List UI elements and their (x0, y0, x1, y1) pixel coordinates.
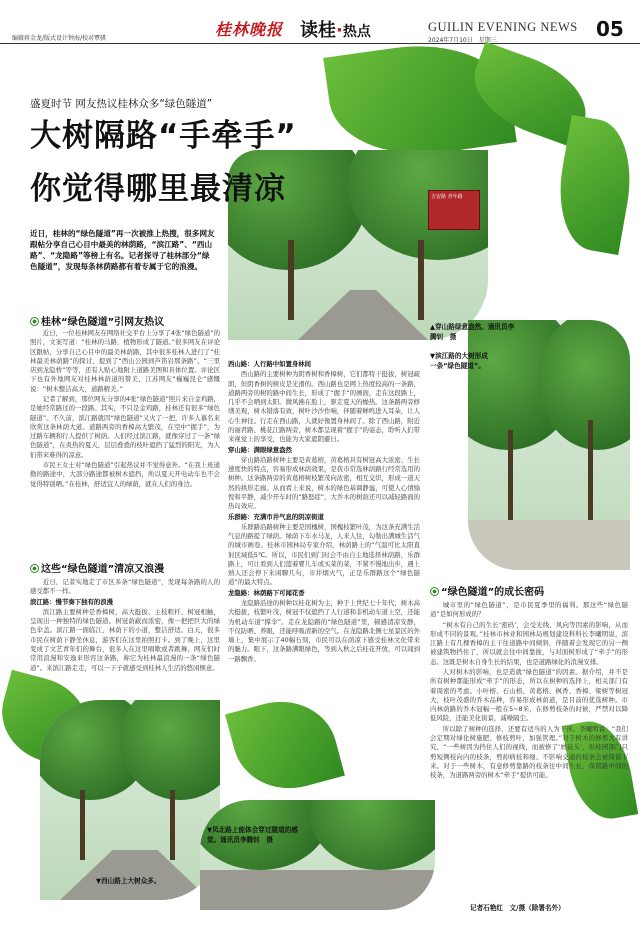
caption-chuanshan: ▲穿山路绿意盎然。通讯员李腾钊 摄 (430, 323, 515, 341)
section-body: 城市里的“绿色隧道”，是市民夏季里的福利。那这些“绿色隧道”是如何形成的？ “树木有自己的生长‘密码’，会受光线、风向等因素的影响，从而形成不同的景观。”桂林市林业和园林局规划建设科科长李曦明说，滨江路上有几棵香樟的主干往道路中间倾斜，伴随着会发现它的另一侧被建筑物挡住了，所以就会往中间靠拢，与对面树形成了“牵手”的形态。这既是树木自身生长的结果，也是道路绿化的浪漫安排。 人对树木的影响，也是造就“绿色隧道”的因素。据介绍，并不是所有树种都能形成“牵手”的形态，所以在树种的选择上，相关部门有着周密的考虑。小叶榕、石山榕、黄葛榕、枫香、香樟、梁树等树冠大，枝叶茂盛的乔木品种，容易形成林荫道，是目前的优选树种。市内林荫路的乔木冠幅一般在5~8米，在修剪枝条的时候，严禁对以降低风险，还能美化街景，减噪隔尘。 所以除了树种的选择，还要有适当的人为干预。李曦明说：“我们会定期对绿化树施肥、修枝剪叶，加强管理。”对于树木的修剪大有讲究，“一些树因为挡住人们的视线，而被修了‘磨菇头’，但桂园部门只剪短侧枝向内的枝条，剪掉病枝和细、不影响交通的枝条会被保留下来。对于一些树木，有意修剪靠路的枝条往中间生长，保留路中间的枝条，为道路两旁的树木“牵手”提供可能。 (430, 601, 628, 780)
photo-xishan-road (40, 700, 220, 900)
caption-xishan: ▼西山路上大树众多。 (96, 877, 161, 885)
lead-paragraph: 近日，桂林的“绿色隧道”再一次被推上热搜，很多网友跟帖分享自己心目中最美的林荫路，“滨江路”、“西山路”、“龙隐路”等榜上有名。记者探寻了桂林部分“绿色隧道”，发现每条林荫路都有着专属于它的浪漫。 (30, 229, 215, 271)
english-name: GUILIN EVENING NEWS (428, 20, 578, 34)
photo-fengbei-road (200, 800, 435, 910)
leaf-bullet-icon (30, 564, 39, 573)
leaf-bullet-icon (30, 317, 39, 326)
road-sign: 吉安路 青年路 (428, 190, 480, 230)
byline: 记者石艳红 文/摄（除署名外） (470, 904, 565, 912)
section-title: 读桂·热点 (300, 20, 371, 41)
headline-line-1: 大树隔路“手牵手” (30, 118, 297, 154)
section-heading: 这些“绿色隧道”清凉又浪漫 (30, 560, 164, 575)
caption-fengbei: ▼凤北路上能体会穿过隧道的感觉。通讯员李腾钊 摄 (207, 826, 298, 844)
section-heading: 桂林“绿色隧道”引网友热议 (30, 313, 164, 328)
section-heading: “绿色隧道”的成长密码 (430, 583, 544, 598)
section-body: 近日，一位桂林网友在网络社交平台上分享了4张“绿色隧道”的照片，文案写道：“桂林的马路，植物形成了隧道。”很多网友在评论区跟帖，分享自己心目中的最美林荫路，其中很多桂林人进行了“桂林最美林荫路”的探讨，提到了“西山公园到芦笛岩那条路”、“三里店到龙隐桥”等等，还有人贴心地附上道路美图和具体位置。评论区下也有外地网友对桂林林荫道的赞美，江苏网友“巍巍昆仑”感慨说：“树木整洁高大，道路精美。” 记者了解到，那位网友分享的4张“绿色隧道”照片来自金鸡路，是她经常路过的一段路。其实，不只是金鸡路，桂林还有很多“绿色隧道”。不久前，滨江路就因“绿色隧道”又火了一把，许多人慕名来欣赏这条林荫大道。道路两旁的香樟高大繁茂，在空中“握手”，为过路车辆和行人提供了树荫。人们经过滨江路，就像穿过了一条“绿色隧道”，在炎热的夏天，层层叠叠的枝叶遮挡了猛烈的阳光，为人们带来难得的凉意。 市民王女士对“绿色隧道”引起热议并不觉得意外。“在我上班通勤的路途中，大部分路途都被树木遮挡，所以夏天开电动车也不会觉得特别晒。”在桂林，舒适宜人的绿荫，就在人们的身边。 (30, 329, 220, 488)
leaf-bullet-icon (430, 587, 439, 596)
caption-binjiang: ▼滨江路的大树形成一条“绿色隧道”。 (430, 352, 488, 370)
issue-date: 2024年7月10日 星期三 (428, 37, 497, 44)
newspaper-logo: 桂林晚报 (215, 20, 284, 39)
section-body-continued: 西山路：人行路中如置身林间 西山路的主要树种为阴香树和香樟树，它们都特干挺拔，树冠疏朗，但阴香树的树皮是光滑的。西山路也是网上热度较高的一条路，道路两旁的树的路中间生长，形成了“握手”的画面，走在这段路上，几乎不会晒到太阳。微风拂在脸上，驱走夏天的燥热。这条路两旁修缮美观，树木错落有致，树叶沙沙作响，伴随着蝉鸣进入耳朵，让人心生神往。行走在西山路，人就好像置身林间了。除了西山路，附近的丽君路、桃花江路两旁，树木都呈现着“握手”的姿态，聆听人们带来视觉上的享受，也能为大家遮阴避日。 穿山路：满眼绿意盎然 穿山路沿路树种主要是黄葛榕，黄葛榕具有树冠高大浓密、生长速度快的特点，容易形成林荫效果，是我市常选林荫路行经常选用的树种。这条路两旁的黄葛榕树枝繁茂向浓密，相互交织，形成一道天然的拱形走廊。从而看上来说，树木的绿色基调静谧，可使人心情愉悦和平静，减少开车时的“路怒症”，大乔木的树荫还可以减轻路面的热岛效应。 乐群路：充满市井气息的阴凉街道 乐群路沿路树种主要是国槐树，国槐枝繁叶茂，为这条充满生活气息的路提了绿荫。绿荫下车水马龙，人来人往，勾勒出满城生活气的城市画卷。桂林市园林局专家介绍，林荫路上的“气温可比太阳直射区域低5℃。所以，市民们到门时会不由自主地选择林荫路，乐群路上，可让看到人们篮着婴儿车或买菜的菜，不紧不慢地出步，遇上熟人还会停下来闲聊几句，市井烟火气，正是乐群路这个“绿色隧道”的最大特点。 龙隐路：林荫路下可闻花香 龙隐路沿途的树种以桂花树为主，种于上世纪七十年代，树木高大挺拔，枝繁叶茂，树冠不仅遮挡了人行道和非机动车道上空，还能为机动车道“撑伞”。走在龙隐路的“绿色隧道”里，顿感清凉安静，不仅防晒、养眼，还能呼吸清新的空气。在龙隐路北侧七星景区的外墙上，集中展示了40幅石刻，市民可以在荫凉下感受桂林文化带来的魅力。眼下，这条路满眼绿色，等到入秋之后桂花开放，可以闻到一路飘香。 (228, 360, 420, 663)
page-number: 05 (596, 17, 624, 41)
headline-kicker: 盛夏时节 网友热议桂林众多“绿色隧道” (30, 98, 213, 110)
editors-line: 编辑蒋金龙/版式设计钟海/校对覃骐 (12, 35, 107, 42)
headline-line-2: 你觉得哪里最清凉 (30, 171, 286, 207)
masthead (0, 0, 640, 44)
section-body: 近日，记者实地走了市区多条“绿色隧道”，发现每条路的人的感受都不一样。 滨江路：慢节奏下独有的浪漫 滨江路主要树种是香樟树，高大挺拔、主枝粗杆、树冠相触，呈现出一种独特的绿色隧道。树冠荫蔽而浓密，像一把把巨大的绿色伞盖。滨江路一面临江，林荫下的小道，整洁舒适。白天，很多市民在树荫下静坐休息，游客们在这里拍照打卡。到了晚上，这里变成了文艺青年们的舞台，很多人在这里唱歌或者跳舞，网友们时常用浪漫和安逸来形容这条路，称它为桂林最浪漫的一条“绿色隧道”。来滨江路走走，可以一下子就感受到桂林人生活的悠闲惬意。 (30, 578, 220, 672)
